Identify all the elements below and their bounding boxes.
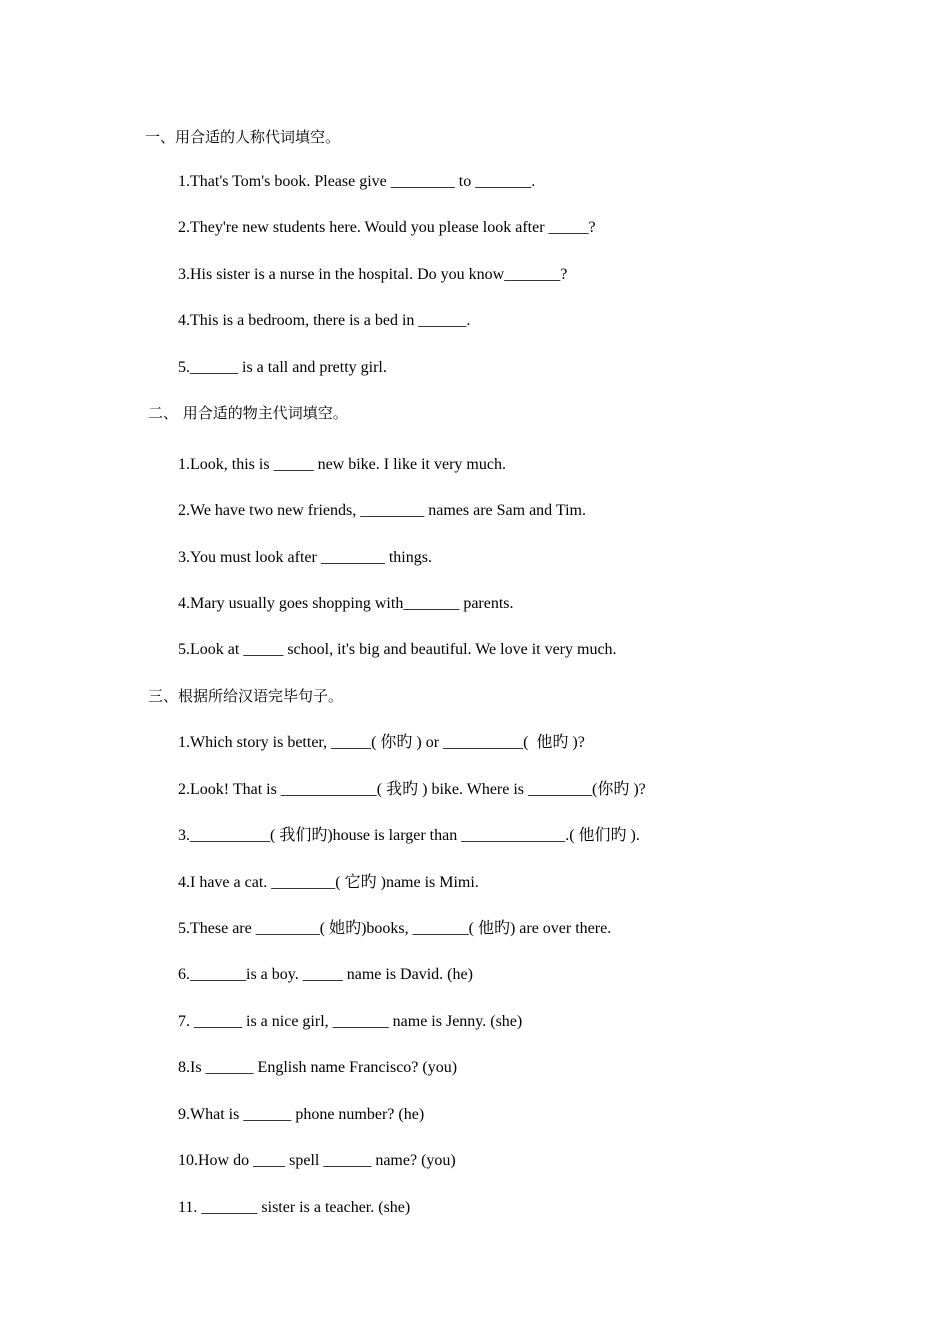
section-3-item-11: 11. _______ sister is a teacher. (she) <box>178 1199 411 1216</box>
section-1-heading: 一、用合适的人称代词填空。 <box>145 128 341 146</box>
section-3-item-4: 4.I have a cat. ________( 它旳 )name is Mimi. <box>178 874 479 891</box>
section-3-item-10: 10.How do ____ spell ______ name? (you) <box>178 1152 456 1169</box>
section-3-item-8: 8.Is ______ English name Francisco? (you) <box>178 1059 458 1076</box>
section-1-item-1: 1.That's Tom's book. Please give ________ to _______. <box>178 173 536 190</box>
section-3-item-1: 1.Which story is better, _____( 你旳 ) or __________( 他旳 )? <box>178 734 585 751</box>
section-3-item-6: 6._______is a boy. _____ name is David. (he) <box>178 966 473 983</box>
section-2-item-3: 3.You must look after ________ things. <box>178 549 432 566</box>
section-1-item-5: 5.______ is a tall and pretty girl. <box>178 359 387 376</box>
section-2-heading: 二、 用合适的物主代词填空。 <box>148 404 348 422</box>
section-1-item-3: 3.His sister is a nurse in the hospital. Do you know_______? <box>178 266 568 283</box>
section-3-item-5: 5.These are ________( 她旳)books, _______( 他旳) are over there. <box>178 920 612 937</box>
section-3-item-9: 9.What is ______ phone number? (he) <box>178 1106 425 1123</box>
section-1-item-4: 4.This is a bedroom, there is a bed in ______. <box>178 312 471 329</box>
section-2-item-1: 1.Look, this is _____ new bike. I like it very much. <box>178 456 506 473</box>
section-2-item-4: 4.Mary usually goes shopping with_______ parents. <box>178 595 514 612</box>
section-3-item-2: 2.Look! That is ____________( 我旳 ) bike. Where is ________(你旳 )? <box>178 781 646 798</box>
section-2-item-5: 5.Look at _____ school, it's big and beautiful. We love it very much. <box>178 641 617 658</box>
section-3-item-7: 7. ______ is a nice girl, _______ name is Jenny. (she) <box>178 1013 523 1030</box>
section-3-item-3: 3.__________( 我们旳)house is larger than _____________.( 他们旳 ). <box>178 827 640 844</box>
section-1-item-2: 2.They're new students here. Would you please look after _____? <box>178 219 596 236</box>
section-2-item-2: 2.We have two new friends, ________ names are Sam and Tim. <box>178 502 586 519</box>
section-3-heading: 三、根据所给汉语完毕句子。 <box>148 687 344 705</box>
